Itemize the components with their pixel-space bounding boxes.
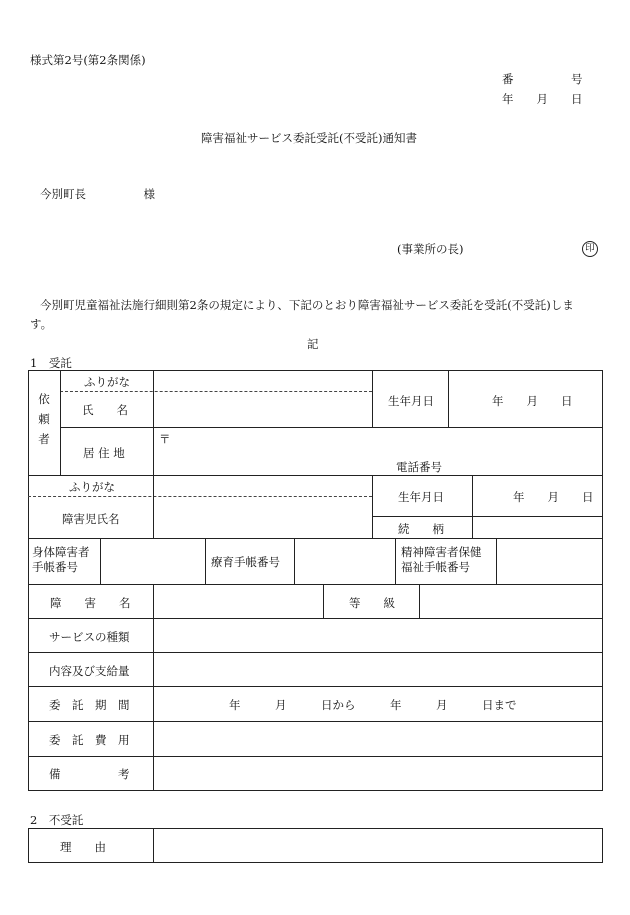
sender-label: (事業所の長) (397, 242, 464, 256)
child-birth-date-ymd: 年 月 日 (513, 490, 594, 504)
section1-heading: 1 受託 (30, 356, 72, 370)
postal-mark: 〒 (159, 432, 171, 446)
grade-label: 等 級 (349, 596, 395, 610)
phone-label: 電話番号 (396, 460, 442, 474)
remarks-label: 備 考 (49, 767, 130, 781)
service-type-label: サービスの種類 (49, 630, 130, 644)
physical-disability-notebook-label: 身体障害者 手帳番号 (32, 545, 90, 574)
name-label: 氏 名 (82, 403, 128, 417)
ki-label: 記 (307, 337, 319, 351)
requester-label: 依頼者 (38, 392, 50, 446)
residence-label: 居 住 地 (83, 446, 125, 460)
birth-date-label: 生年月日 (388, 394, 434, 408)
period-range: 年 月 日から 年 月 日まで (229, 698, 517, 712)
seal-mark: 印 (582, 241, 598, 257)
child-name-label: 障害児氏名 (62, 512, 120, 526)
child-birth-date-label: 生年月日 (398, 490, 444, 504)
child-furigana-label: ふりがな (69, 480, 115, 494)
body-text-line2: す。 (30, 317, 53, 331)
addressee: 今別町長 様 (40, 187, 155, 201)
date-label: 年 月 日 (502, 92, 583, 106)
disability-name-label: 障 害 名 (50, 596, 131, 610)
cost-label: 委 託 費 用 (49, 733, 130, 747)
furigana-divider (60, 391, 372, 392)
form-number: 様式第2号(第2条関係) (30, 53, 146, 67)
document-title: 障害福祉サービス委託受託(不受託)通知書 (201, 131, 417, 145)
relation-label: 続 柄 (398, 522, 444, 536)
number-label: 番 号 (502, 72, 583, 86)
mental-health-notebook-label: 精神障害者保健 福祉手帳番号 (401, 545, 482, 574)
furigana-label: ふりがな (84, 375, 130, 389)
table-outline (28, 370, 603, 791)
ryoiku-notebook-label: 療育手帳番号 (211, 555, 280, 569)
birth-date-ymd: 年 月 日 (492, 394, 573, 408)
body-text-line1: 今別町児童福祉法施行細則第2条の規定により、下記のとおり障害福祉サービス委託を受託(不受託)しま (40, 298, 574, 312)
reason-label: 理 由 (60, 840, 106, 854)
content-amount-label: 内容及び支給量 (49, 664, 130, 678)
period-label: 委 託 期 間 (49, 698, 130, 712)
child-furigana-divider (28, 496, 372, 497)
section2-heading: 2 不受託 (30, 813, 84, 827)
